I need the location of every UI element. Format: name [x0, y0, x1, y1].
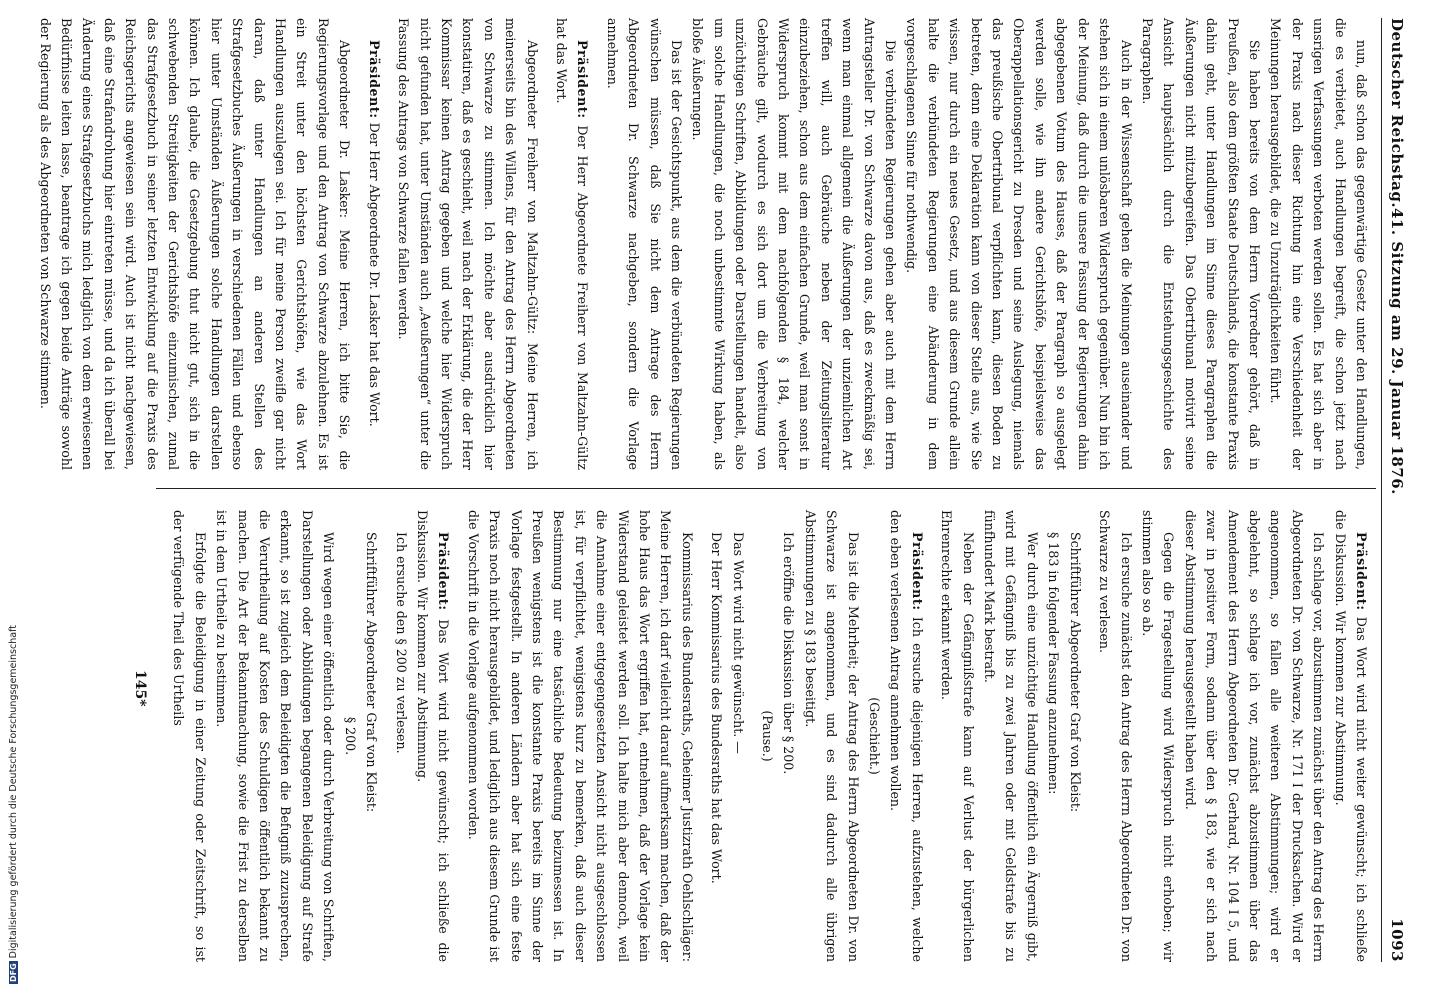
paragraph-text: Der Herr Abgeordnete Freiherr von Maltzahn-Gültz hat das Wort. — [553, 18, 591, 470]
paragraph-text: Wer durch eine unzüchtige Handlung öffentlich ein Ärgerniß gibt, wird mit Gefängniß bis zu zwei Jahren oder mit Geldstrafe bis zu fünfhundert Mark bestraft. — [982, 510, 1040, 962]
speaker-label: Präsident: — [575, 40, 591, 119]
paragraph-spacer — [593, 18, 601, 470]
paragraph-text: Das Wort wird nicht gewünscht; ich schließe die Diskussion. Wir kommen zur Abstimmung. — [414, 510, 452, 962]
paragraph-text: § 183 in folgender Fassung anzunehmen: — [1046, 532, 1062, 795]
paragraph — [778, 510, 799, 962]
paragraph-text: Erfolgte die Beleidigung in einer Zeitung oder Zeitschrift, so ist der verfügende Theil des Urtheils — [171, 510, 208, 962]
folio-mark: 145* — [132, 670, 148, 707]
paragraph — [412, 510, 455, 962]
paragraph-text: Ich ersuche den § 200 zu verlesen. — [393, 532, 409, 754]
centered-note: (Pause.) — [760, 710, 776, 762]
paragraph-spacer — [454, 510, 462, 962]
paragraph — [168, 510, 211, 962]
paragraph-text: Das Wort wird nicht gewünscht. — — [730, 532, 746, 754]
left-column — [37, 18, 1372, 470]
paragraph-text: Schriftführer Abgeordneter Graf von Kleist: — [1067, 532, 1083, 813]
paragraph-text: Auch in der Wissenschaft gehen die Meinungen auseinander und stehen sich in einem unlösbaren Widerspruch gegenüber. Nun bin ich der Meinung, daß durch die unsere Fassung der Regierungen dahin abgegebenen Votum des Hauses, daß der Paragraph so ausgelegt werden solle, wie ihn andere Gerichtshöfe, beispielsweise das Oberappellationsgericht zu Dresden und seine Auslegung, niemals das preußische Obertribunal verpflichten kann, diesen Boden zu betreten, denn eine Deklaration kann von dieser Stelle aus, wie Sie wissen, nur durch ein neues Gesetz, und aus diesem Grunde allein halte die verbündeten Regierungen eine Abänderung in dem vorgeschlagenen Sinne für nothwendig. — [904, 18, 1134, 470]
paragraph — [885, 510, 928, 962]
rotated-scanned-page — [37, 10, 1416, 970]
paragraph — [1265, 18, 1372, 470]
centered-note: § 200. — [342, 716, 358, 756]
paragraph-text: Schriftführer Abgeordneter Graf von Kleist: — [364, 532, 380, 813]
paragraph — [34, 18, 355, 470]
paragraph-spacer — [382, 510, 390, 962]
speaker-label: Präsident: — [1354, 532, 1369, 611]
paragraph — [936, 510, 979, 962]
paragraph-text: Ich schlage vor, abzustimmen zunächst über den Antrag des Herrn Abgeordneten Dr. von Schwarze, Nr. 171 I der Drucksachen. Wird er angenommen, so fallen alle weiteren Abstimmungen; wird er abgelehnt, so schlage ich vor, zunächst abzustimmen über das Amendement des Herrn Abgeordneten Dr. Gerhard, Nr. 104 I 5, und zwar in positiver Form, sodann über den § 183, wie er sich nach dieser Abstimmung herausgestellt haben wird. — [1182, 510, 1327, 962]
paragraph — [799, 510, 863, 962]
right-column — [112, 510, 1372, 962]
paragraph-text: Ich ersuche diejenigen Herren, aufzustehen, welche den eben verlesenen Antrag annehmen wollen. — [888, 510, 925, 962]
paragraph-text: Sie haben bereits von dem Herrn Vorredner gehört, daß in Preußen, also dem größten Staate Deutschlands, die konstante Praxis dahin geht, unter Handlungen im Sinne dieses Paragraphen die Äußerungen nicht mitzubegreifen. Das Obertribunal motivirt seine Ansicht hauptsächlich durch die Entstehungsgeschichte des Paragraphen. — [1139, 18, 1262, 470]
paragraph-spacer — [543, 18, 551, 470]
paragraph — [1137, 510, 1180, 962]
paragraph — [462, 510, 697, 962]
paragraph — [551, 18, 594, 470]
paragraph-spacer — [1086, 510, 1094, 962]
header-publication: Deutscher Reichstag. — [1388, 18, 1406, 209]
paragraph-spacer — [928, 510, 936, 962]
paragraph — [601, 18, 687, 470]
dfg-logo: DFG — [9, 963, 18, 982]
paragraph-text: Das ist der Gesichtspunkt, aus dem die verbündeten Regierungen wünschen müssen, daß Sie nicht dem Antrage des Herrn Abgeordneten Dr. Schwarze nachgeben, sondern die Vorlage annehmen. — [604, 18, 684, 470]
paragraph — [979, 510, 1043, 962]
speaker-label: Präsident: — [436, 532, 452, 611]
paragraph-text: Neben der Gefängnißstrafe kann auf Verlust der bürgerlichen Ehrenrechte erkannt werden. — [939, 510, 976, 962]
paragraph — [1043, 510, 1064, 962]
column-divider — [156, 488, 1376, 489]
paragraph — [1064, 510, 1085, 962]
paragraph — [393, 18, 543, 470]
paragraph-spacer — [698, 510, 706, 962]
paragraph-text: Der Herr Abgeordnete Dr. Lasker hat das Wort. — [366, 122, 382, 427]
paragraph — [363, 18, 384, 470]
paragraph — [1179, 510, 1329, 962]
header-rule — [1381, 18, 1382, 962]
paragraph — [1094, 510, 1137, 962]
paragraph — [727, 510, 748, 962]
paragraph — [687, 18, 901, 470]
paragraph-spacer — [385, 18, 393, 470]
paragraph-text: Abgeordneter Freiherr von Maltzahn-Gültz: Meine Herren, ich meinerseits bin des Willens, für den Antrag des Herrn Abgeordneten von Schwarze zu stimmen. Ich möchte aber ausdrücklich hier konstatiren, daß es geschieht, weil nach der Erklärung, die der Herr Kommissar keinen Antrag gegeben und welche hier Widerspruch nicht gefunden hat, unter Umständen auch „Aeußerungen“ unter die Fassung des Antrags von Schwarze fallen werden. — [396, 18, 540, 470]
paragraph-text: Gegen die Fragestellung wird Widerspruch nicht erhoben; wir stimmen also so ab. — [1139, 510, 1177, 962]
header-page-number: 1093 — [1388, 918, 1406, 962]
paragraph-text: Ich eröffne die Diskussion über § 200. — [781, 532, 797, 775]
paragraph-spacer — [749, 510, 757, 962]
paragraph — [1137, 18, 1265, 470]
paragraph-text: Abgeordneter Dr. Lasker: Meine Herren, ich bitte Sie, die Regierungsvorlage und den Antrag von Schwarze abzulehnen. Es ist ein Streit unter den höchsten Gerichtshöfen, wie das Wort Handlungen auszulegen sei. Ich für meine Person zweifle gar nicht daran, daß unter Handlungen an anderen Stellen des Strafgesetzbuches Äußerungen in verschiedenen Fällen und ebenso hier unter Umständen Äußerungen solche Handlungen darstellen können. Ich glaube, die Gesetzgebung thut nicht gut, sich in die schwebenden Streitigkeiten der Gerichtshöfe einzumischen, zumal das Strafgesetzbuch in seiner letzten Entwicklung auf die Praxis des Reichsgerichts angewiesen sein wird. Auch ist nicht nachgewiesen, daß eine Strafandrohung hier eintreten müsse, und da ich überall bei Änderung eines Strafgesetzbuchs mich lediglich von dem erwiesenen Bedürfnisse leiten lasse, beantrage ich gegen beide Anträge sowohl der Regierung als des Abgeordneten von Schwarze stimmen. — [37, 18, 353, 470]
credit-text: Digitalisierung gefördert durch die Deutsche Forschungsgemeinschaft — [8, 625, 19, 959]
paragraph — [211, 510, 339, 962]
paragraph — [706, 510, 727, 962]
paragraph — [390, 510, 411, 962]
speaker-label: Präsident: — [909, 532, 925, 611]
centered-note: (Geschieht.) — [867, 697, 883, 775]
digitization-credit — [8, 625, 19, 984]
paragraph-text: Die verbündeten Regierungen gehen aber auch mit dem Herrn Antragsteller Dr. von Schwarze davon aus, daß es zweckmäßig sei, wenn man einmal allgemein die Äußerungen der unziemlichen Art treffen will, auch Gebräuche neben der Zeitungsliteratur einzubeziehen, schon aus dem einfachen Grunde, weil man sonst in Widerspruch kommt mit dem nachfolgenden § 184, welcher Gebräuche gilt, wodurch es sich dort um die Verbreitung von unzüchtigen Schriften, Abbildungen oder Darstellungen handelt, also um solche Handlungen, die noch unbestimmte Wirkung haben, als bloße Äußerungen. — [690, 18, 899, 470]
speaker-label: Präsident: — [366, 40, 382, 119]
paragraph-text: Der Herr Kommissarius des Bundesraths hat das Wort. — [709, 532, 725, 884]
paragraph-spacer — [355, 18, 363, 470]
paragraph-text: Kommissarius des Bundesraths, Geheimer Justizrath Oehlschläger: Meine Herren, ich darf vielleicht darauf aufmerksam machen, daß der hohe Haus das Wort ergriffen hat, entnehmen, daß der Vorlage kein Widerstand geleistet werden soll. Ich halte mich aber dennoch, weil die Annahme einer entgegengesetzten Ansicht nicht ausgeschlossen ist, für verpflichtet, wenigstens kurz zu bemerken, daß auch dieser Bestimmung nur eine tatsächliche Bedeutung beizumessen ist. In Preußen wenigstens ist die konstante Praxis bereits im Sinne der Vorlage festgestellt. In anderen Ländern aber hat sich eine feste Praxis noch nicht herausgebildet, und lediglich aus diesem Grunde ist die Vorschrift in die Vorlage aufgenommen worden. — [465, 510, 695, 962]
paragraph — [901, 18, 1136, 470]
running-header — [1382, 18, 1406, 962]
paragraph-text: Wird wegen einer öffentlich oder durch Verbreitung von Schriften, Darstellungen oder Abbildungen begangenen Beleidigung auf Strafe erkannt, so ist zugleich dem Beleidigten die Befugniß zuzusprechen, die Verurtheilung auf Kosten des Schuldigen öffentlich bekannt zu machen. Die Art der Bekanntmachung, sowie die Frist zu derselben ist in dem Urtheile zu bestimmen. — [214, 510, 337, 962]
paragraph-text: Das ist die Mehrheit; der Antrag des Herrn Abgeordneten Dr. von Schwarze ist angenommen, und es sind dadurch alle übrigen Abstimmungen zu § 183 beseitigt. — [802, 510, 861, 962]
paragraph — [1329, 510, 1372, 962]
header-session: 41. Sitzung am 29. Januar 1876. — [1388, 208, 1406, 495]
paragraph-text: nun, daß schon das gegenwärtige Gesetz unter den Handlungen, die es verbietet, auch Handlungen begreift, die schon jetzt nach unsrigen Verfassungen verboten werden sollen. Es hat sich aber in der Praxis nach dieser Richtung hin eine Verschiedenheit der Meinungen herausgebildet, die zu Unzuträglichkeiten führt. — [1268, 18, 1369, 470]
paragraph — [361, 510, 382, 962]
paragraph-text: Ich ersuche zunächst den Antrag des Herrn Abgeordneten Dr. von Schwarze zu verlesen. — [1097, 510, 1134, 962]
paragraph-text: Das Wort wird nicht weiter gewünscht; ich schließe die Diskussion. Wir kommen zur Abstimmung. — [1332, 510, 1369, 963]
